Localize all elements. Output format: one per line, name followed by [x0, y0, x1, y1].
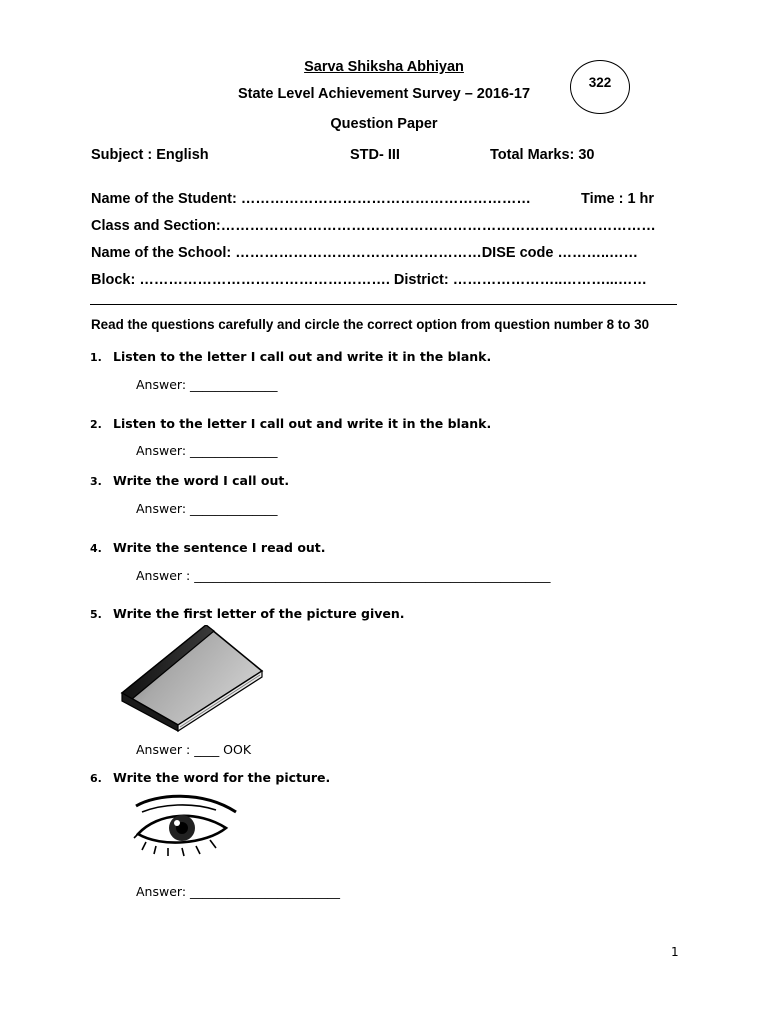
block-district-field[interactable]: Block: ……………………………………………. District: …………………..………...……	[91, 272, 647, 288]
question-text: Write the word I call out.	[113, 473, 290, 488]
paper-code-badge	[570, 60, 630, 114]
survey-title: State Level Achievement Survey – 2016-17	[237, 86, 531, 102]
question-number: 6.	[90, 772, 102, 785]
total-marks-label: Total Marks: 30	[490, 147, 595, 163]
question-number: 4.	[90, 542, 102, 555]
question-text: Write the first letter of the picture given.	[113, 606, 405, 621]
school-name-field[interactable]: Name of the School: ……………………………………………DISE code ………..……	[91, 245, 639, 261]
book-icon	[118, 625, 266, 733]
time-label: Time : 1 hr	[581, 191, 655, 207]
subject-label: Subject : English	[91, 147, 209, 163]
question-number: 2.	[90, 418, 102, 431]
answer-blank[interactable]: Answer: ______________	[136, 501, 278, 516]
question-text: Write the sentence I read out.	[113, 540, 326, 555]
standard-label: STD- III	[350, 147, 400, 163]
question-text: Listen to the letter I call out and write it in the blank.	[113, 349, 492, 364]
document-type: Question Paper	[330, 116, 438, 132]
student-name-field[interactable]: Name of the Student: ……………………………………………………	[91, 191, 531, 207]
question-text: Listen to the letter I call out and write it in the blank.	[113, 416, 492, 431]
class-section-field[interactable]: Class and Section:………………………………………………………………………………	[91, 218, 656, 234]
answer-blank[interactable]: Answer : ____ OOK	[136, 742, 252, 757]
divider-line	[90, 304, 677, 305]
question-text: Write the word for the picture.	[113, 770, 331, 785]
paper-code: 322	[588, 75, 612, 90]
question-number: 5.	[90, 608, 102, 621]
instructions: Read the questions carefully and circle the correct option from question number 8 to 30	[91, 317, 650, 332]
question-number: 3.	[90, 475, 102, 488]
eye-icon	[132, 792, 244, 858]
answer-blank[interactable]: Answer : _________________________________________________________	[136, 568, 551, 583]
answer-blank[interactable]: Answer: ________________________	[136, 884, 341, 899]
answer-blank[interactable]: Answer: ______________	[136, 377, 278, 392]
page-number: 1	[671, 945, 679, 959]
question-number: 1.	[90, 351, 102, 364]
organization-title: Sarva Shiksha Abhiyan	[304, 59, 464, 75]
answer-blank[interactable]: Answer: ______________	[136, 443, 278, 458]
